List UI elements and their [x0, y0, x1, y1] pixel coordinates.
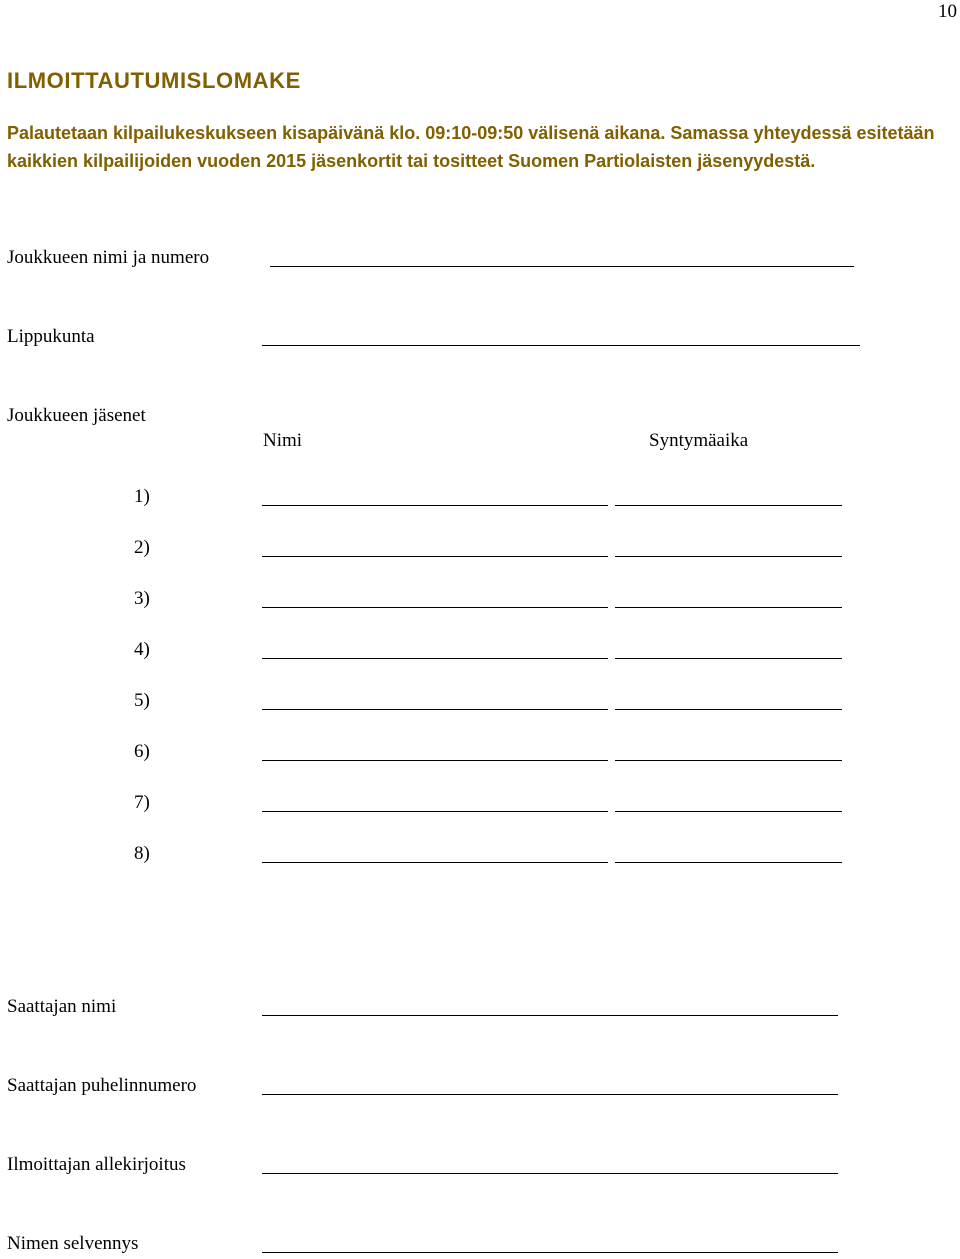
team-name-label: Joukkueen nimi ja numero — [7, 247, 210, 268]
team-name-line[interactable] — [270, 266, 854, 267]
member-number: 5) — [134, 690, 150, 711]
member-name-line[interactable] — [262, 811, 608, 812]
escort-name-label: Saattajan nimi — [7, 996, 117, 1017]
escort-phone-label: Saattajan puhelinnumero — [7, 1075, 197, 1096]
member-name-line[interactable] — [262, 556, 608, 557]
member-birthdate-line[interactable] — [615, 709, 842, 710]
member-birthdate-line[interactable] — [615, 607, 842, 608]
member-birthdate-line[interactable] — [615, 811, 842, 812]
name-column-header: Nimi — [263, 430, 303, 451]
member-birthdate-line[interactable] — [615, 505, 842, 506]
member-birthdate-line[interactable] — [615, 760, 842, 761]
member-birthdate-line[interactable] — [615, 556, 842, 557]
member-name-line[interactable] — [262, 709, 608, 710]
form-title: ILMOITTAUTUMISLOMAKE — [7, 68, 301, 93]
members-label: Joukkueen jäsenet — [7, 405, 146, 426]
intro-text: Palautetaan kilpailukeskukseen kisapäivänä klo. 09:10-09:50 välisenä aikana. Samassa yhteydessä esitetään kaikkien kilpailijoiden vuoden 2015 jäsenkortit tai tositteet Suomen Partiolaisten jäsenyydestä. — [7, 123, 935, 171]
signature-label: Ilmoittajan allekirjoitus — [7, 1154, 186, 1175]
birthdate-column-header: Syntymäaika — [649, 430, 749, 451]
member-number: 2) — [134, 537, 150, 558]
member-birthdate-line[interactable] — [615, 658, 842, 659]
page-number: 10 — [938, 1, 957, 22]
name-clarification-line[interactable] — [262, 1252, 838, 1253]
member-number: 7) — [134, 792, 150, 813]
member-number: 8) — [134, 843, 150, 864]
signature-line[interactable] — [262, 1173, 838, 1174]
member-number: 3) — [134, 588, 150, 609]
member-number: 6) — [134, 741, 150, 762]
troop-label: Lippukunta — [7, 326, 95, 347]
member-name-line[interactable] — [262, 760, 608, 761]
escort-name-line[interactable] — [262, 1015, 838, 1016]
member-number: 1) — [134, 486, 150, 507]
member-name-line[interactable] — [262, 607, 608, 608]
member-name-line[interactable] — [262, 658, 608, 659]
escort-phone-line[interactable] — [262, 1094, 838, 1095]
name-clarification-label: Nimen selvennys — [7, 1233, 139, 1254]
member-number: 4) — [134, 639, 150, 660]
member-birthdate-line[interactable] — [615, 862, 842, 863]
member-name-line[interactable] — [262, 862, 608, 863]
troop-line[interactable] — [262, 345, 860, 346]
member-name-line[interactable] — [262, 505, 608, 506]
